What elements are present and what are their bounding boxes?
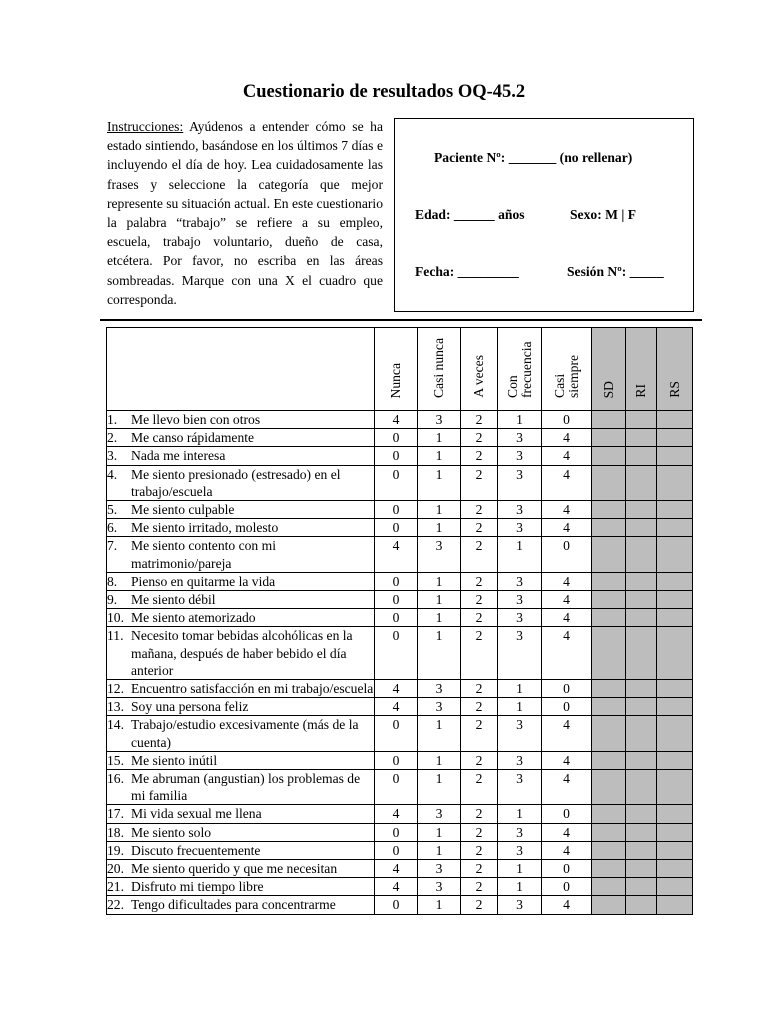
item-number: 12. [107, 681, 124, 697]
table-row [107, 429, 693, 447]
response-cell[interactable]: 0 [375, 572, 418, 590]
response-cell[interactable]: 2 [461, 823, 498, 841]
column-header-6 [592, 328, 626, 411]
response-cell[interactable]: 0 [542, 537, 592, 572]
response-cell[interactable]: 2 [461, 841, 498, 859]
column-header-label: Casi siempre [551, 354, 581, 398]
response-cell[interactable]: 2 [461, 896, 498, 914]
response-cell[interactable]: 3 [498, 627, 542, 680]
item-number: 11. [107, 628, 124, 644]
table-row [107, 878, 693, 896]
shaded-rs-cell [657, 501, 693, 519]
table-row [107, 537, 693, 572]
item-cell [107, 896, 375, 914]
table-row [107, 896, 693, 914]
response-cell[interactable]: 0 [375, 429, 418, 447]
shaded-ri-cell [626, 680, 657, 698]
table-row [107, 465, 693, 500]
shaded-rs-cell [657, 572, 693, 590]
response-cell[interactable]: 3 [498, 501, 542, 519]
item-number: 20. [107, 861, 124, 877]
item-text: Me siento contento con mi matrimonio/pareja [131, 538, 276, 571]
response-cell[interactable]: 0 [375, 465, 418, 500]
shaded-sd-cell [592, 751, 626, 769]
column-header-label: RI [633, 384, 648, 398]
item-text: Encuentro satisfacción en mi trabajo/escuela [131, 681, 374, 697]
item-cell [107, 751, 375, 769]
item-cell [107, 680, 375, 698]
item-number: 17. [107, 806, 124, 822]
response-cell[interactable]: 4 [542, 572, 592, 590]
item-text: Mi vida sexual me llena [131, 806, 262, 822]
table-row [107, 411, 693, 429]
item-text: Me siento irritado, molesto [131, 520, 279, 536]
table-row [107, 805, 693, 823]
column-header-label: SD [600, 380, 616, 398]
item-text: Me llevo bien con otros [131, 412, 261, 427]
table-row [107, 751, 693, 769]
response-cell[interactable]: 3 [498, 751, 542, 769]
item-cell [107, 572, 375, 590]
shaded-rs-cell [657, 878, 693, 896]
response-cell[interactable]: 2 [461, 770, 498, 805]
response-cell[interactable]: 3 [418, 537, 461, 572]
response-cell[interactable]: 4 [375, 698, 418, 716]
response-cell[interactable]: 3 [498, 823, 542, 841]
sesion-field[interactable]: Sesión Nº: _____ [567, 264, 664, 279]
item-text: Necesito tomar bebidas alcohólicas en la mañana, después de haber bebido el día anterior [131, 628, 353, 678]
column-header-4 [498, 328, 542, 411]
table-row [107, 860, 693, 878]
table-row [107, 572, 693, 590]
response-cell[interactable]: 3 [498, 519, 542, 537]
column-header-2 [418, 328, 461, 411]
response-cell[interactable]: 4 [542, 751, 592, 769]
table-row [107, 841, 693, 859]
response-cell[interactable]: 4 [375, 860, 418, 878]
shaded-rs-cell [657, 860, 693, 878]
item-cell [107, 501, 375, 519]
shaded-rs-cell [657, 591, 693, 609]
shaded-sd-cell [592, 537, 626, 572]
item-number: 10. [107, 610, 124, 626]
response-cell[interactable]: 4 [542, 823, 592, 841]
response-cell[interactable]: 1 [418, 519, 461, 537]
shaded-ri-cell [626, 841, 657, 859]
shaded-ri-cell [626, 465, 657, 500]
column-header-5 [542, 328, 592, 411]
response-cell[interactable]: 3 [498, 841, 542, 859]
response-cell[interactable]: 3 [418, 680, 461, 698]
response-cell[interactable]: 1 [418, 501, 461, 519]
shaded-rs-cell [657, 537, 693, 572]
shaded-sd-cell [592, 716, 626, 751]
shaded-ri-cell [626, 411, 657, 429]
table-row [107, 716, 693, 751]
shaded-rs-cell [657, 751, 693, 769]
response-cell[interactable]: 2 [461, 627, 498, 680]
response-cell[interactable]: 4 [542, 896, 592, 914]
shaded-sd-cell [592, 591, 626, 609]
response-cell[interactable]: 1 [498, 680, 542, 698]
item-cell [107, 609, 375, 627]
shaded-ri-cell [626, 698, 657, 716]
response-cell[interactable]: 0 [375, 770, 418, 805]
response-cell[interactable]: 3 [418, 805, 461, 823]
item-number: 4. [107, 466, 118, 482]
shaded-rs-cell [657, 429, 693, 447]
response-cell[interactable]: 3 [498, 716, 542, 751]
item-number: 1. [107, 412, 118, 427]
item-text: Me siento solo [131, 824, 212, 840]
sexo-field[interactable]: Sexo: M | F [570, 207, 637, 222]
response-cell[interactable]: 1 [418, 716, 461, 751]
response-cell[interactable]: 1 [418, 609, 461, 627]
shaded-sd-cell [592, 841, 626, 859]
item-text: Soy una persona feliz [131, 699, 249, 715]
response-cell[interactable]: 3 [498, 770, 542, 805]
item-cell [107, 770, 375, 805]
item-text: Me siento atemorizado [131, 610, 256, 626]
response-cell[interactable]: 3 [418, 698, 461, 716]
shaded-ri-cell [626, 896, 657, 914]
response-cell[interactable]: 1 [418, 447, 461, 465]
response-cell[interactable]: 0 [542, 411, 592, 429]
response-cell[interactable]: 0 [375, 519, 418, 537]
shaded-ri-cell [626, 770, 657, 805]
response-cell[interactable]: 2 [461, 805, 498, 823]
response-cell[interactable]: 0 [542, 698, 592, 716]
response-cell[interactable]: 0 [542, 878, 592, 896]
shaded-sd-cell [592, 519, 626, 537]
response-cell[interactable]: 0 [375, 823, 418, 841]
item-number: 3. [107, 448, 118, 464]
column-header-1 [375, 328, 418, 411]
paciente-field[interactable]: Paciente Nº: _______ (no rellenar) [434, 150, 633, 165]
response-cell[interactable]: 2 [461, 447, 498, 465]
column-header-label: RS [666, 381, 682, 398]
response-cell[interactable]: 2 [461, 429, 498, 447]
response-cell[interactable]: 1 [418, 751, 461, 769]
item-cell [107, 805, 375, 823]
table-row [107, 591, 693, 609]
response-cell[interactable]: 2 [461, 716, 498, 751]
table-row [107, 627, 693, 680]
item-number: 8. [107, 573, 118, 589]
instructions-text: Ayúdenos a entender cómo se ha estado sintiendo, basándose en los últimos 7 días e incluyendo el día de hoy. Lea cuidadosamente las frases y seleccione la categoría que mejor represente su situación actual. En este cuestionario la palabra “trabajo” se refiere a su empleo, escuela, trabajo voluntario, dueño de casa, etcétera. Por favor, no escriba en las áreas sombreadas. Marque con una X el cuadro que corresponda. [107, 119, 383, 307]
questionnaire-table [106, 327, 693, 915]
shaded-ri-cell [626, 537, 657, 572]
response-cell[interactable]: 4 [542, 609, 592, 627]
shaded-sd-cell [592, 447, 626, 465]
shaded-rs-cell [657, 841, 693, 859]
shaded-ri-cell [626, 501, 657, 519]
response-cell[interactable]: 1 [418, 841, 461, 859]
table-header-row [107, 328, 693, 411]
patient-info-box [394, 118, 694, 312]
shaded-sd-cell [592, 878, 626, 896]
column-header-label: A veces [471, 355, 486, 398]
item-number: 19. [107, 842, 124, 858]
item-number: 6. [107, 520, 118, 536]
response-cell[interactable]: 3 [498, 447, 542, 465]
response-cell[interactable]: 2 [461, 698, 498, 716]
response-cell[interactable]: 3 [418, 411, 461, 429]
item-number: 9. [107, 592, 118, 608]
response-cell[interactable]: 4 [375, 680, 418, 698]
response-cell[interactable]: 1 [418, 896, 461, 914]
response-cell[interactable]: 3 [418, 860, 461, 878]
response-cell[interactable]: 1 [418, 591, 461, 609]
response-cell[interactable]: 1 [418, 572, 461, 590]
shaded-ri-cell [626, 429, 657, 447]
response-cell[interactable]: 1 [418, 627, 461, 680]
item-text: Me siento culpable [131, 502, 235, 518]
response-cell[interactable]: 1 [418, 770, 461, 805]
response-cell[interactable]: 2 [461, 519, 498, 537]
item-text: Me siento inútil [131, 752, 218, 768]
response-cell[interactable]: 1 [498, 537, 542, 572]
item-text: Disfruto mi tiempo libre [131, 879, 264, 895]
table-row [107, 823, 693, 841]
item-cell [107, 627, 375, 680]
shaded-rs-cell [657, 411, 693, 429]
shaded-sd-cell [592, 572, 626, 590]
response-cell[interactable]: 2 [461, 591, 498, 609]
shaded-sd-cell [592, 805, 626, 823]
response-cell[interactable]: 0 [375, 501, 418, 519]
response-cell[interactable]: 1 [418, 465, 461, 500]
item-cell [107, 519, 375, 537]
response-cell[interactable]: 0 [375, 716, 418, 751]
response-cell[interactable]: 0 [375, 609, 418, 627]
shaded-sd-cell [592, 609, 626, 627]
response-cell[interactable]: 1 [498, 805, 542, 823]
response-cell[interactable]: 3 [498, 896, 542, 914]
item-number: 21. [107, 879, 124, 895]
shaded-ri-cell [626, 609, 657, 627]
shaded-rs-cell [657, 680, 693, 698]
item-number: 16. [107, 771, 124, 787]
item-cell [107, 823, 375, 841]
shaded-rs-cell [657, 896, 693, 914]
section-divider [100, 319, 702, 321]
fecha-field[interactable]: Fecha: _________ [415, 264, 519, 279]
response-cell[interactable]: 4 [375, 805, 418, 823]
response-cell[interactable]: 2 [461, 751, 498, 769]
shaded-rs-cell [657, 465, 693, 500]
instructions-label: Instrucciones: [107, 119, 184, 134]
item-cell [107, 860, 375, 878]
response-cell[interactable]: 3 [418, 878, 461, 896]
response-cell[interactable]: 1 [498, 411, 542, 429]
item-number: 7. [107, 538, 118, 554]
response-cell[interactable]: 4 [375, 878, 418, 896]
item-text: Me siento débil [131, 592, 216, 608]
shaded-sd-cell [592, 896, 626, 914]
item-cell [107, 465, 375, 500]
response-cell[interactable]: 1 [418, 823, 461, 841]
shaded-ri-cell [626, 627, 657, 680]
shaded-sd-cell [592, 770, 626, 805]
shaded-ri-cell [626, 751, 657, 769]
response-cell[interactable]: 1 [498, 698, 542, 716]
item-number: 22. [107, 897, 124, 913]
shaded-rs-cell [657, 716, 693, 751]
item-cell [107, 698, 375, 716]
item-text: Nada me interesa [131, 448, 226, 464]
item-text: Me siento presionado (estresado) en el trabajo/escuela [131, 466, 341, 499]
response-cell[interactable]: 2 [461, 501, 498, 519]
shaded-rs-cell [657, 805, 693, 823]
shaded-sd-cell [592, 698, 626, 716]
item-cell [107, 841, 375, 859]
response-cell[interactable]: 3 [498, 429, 542, 447]
response-cell[interactable]: 0 [542, 805, 592, 823]
response-cell[interactable]: 2 [461, 465, 498, 500]
item-number: 13. [107, 699, 124, 715]
shaded-rs-cell [657, 698, 693, 716]
table-row [107, 680, 693, 698]
shaded-rs-cell [657, 447, 693, 465]
item-cell [107, 429, 375, 447]
shaded-rs-cell [657, 519, 693, 537]
shaded-sd-cell [592, 465, 626, 500]
response-cell[interactable]: 4 [542, 770, 592, 805]
column-header-3 [461, 328, 498, 411]
item-text: Trabajo/estudio excesivamente (más de la cuenta) [131, 717, 359, 750]
shaded-sd-cell [592, 501, 626, 519]
response-cell[interactable]: 2 [461, 572, 498, 590]
response-cell[interactable]: 0 [375, 627, 418, 680]
item-text: Me siento querido y que me necesitan [131, 861, 338, 877]
table-row [107, 501, 693, 519]
response-cell[interactable]: 2 [461, 411, 498, 429]
column-header-label: Con frecuencia [504, 341, 534, 398]
item-number: 15. [107, 752, 124, 768]
page-title: Cuestionario de resultados OQ-45.2 [242, 82, 526, 102]
item-text: Discuto frecuentemente [131, 842, 261, 858]
response-cell[interactable]: 4 [542, 519, 592, 537]
column-header-7 [626, 328, 657, 411]
response-cell[interactable]: 4 [375, 411, 418, 429]
response-cell[interactable]: 2 [461, 680, 498, 698]
response-cell[interactable]: 1 [498, 860, 542, 878]
response-cell[interactable]: 1 [498, 878, 542, 896]
response-cell[interactable]: 0 [375, 841, 418, 859]
shaded-sd-cell [592, 823, 626, 841]
response-cell[interactable]: 4 [542, 591, 592, 609]
table-row [107, 609, 693, 627]
response-cell[interactable]: 4 [542, 841, 592, 859]
shaded-sd-cell [592, 680, 626, 698]
shaded-ri-cell [626, 823, 657, 841]
shaded-ri-cell [626, 572, 657, 590]
column-header-label: Nunca [388, 362, 403, 398]
response-cell[interactable]: 2 [461, 878, 498, 896]
response-cell[interactable]: 0 [542, 680, 592, 698]
item-number: 2. [107, 430, 118, 446]
response-cell[interactable]: 4 [542, 465, 592, 500]
item-text: Me canso rápidamente [131, 430, 255, 446]
item-number: 18. [107, 824, 124, 840]
response-cell[interactable]: 3 [498, 609, 542, 627]
table-row [107, 519, 693, 537]
response-cell[interactable]: 2 [461, 609, 498, 627]
edad-field[interactable]: Edad: ______ años [415, 207, 525, 222]
item-text: Me abruman (angustian) los problemas de mi familia [131, 771, 361, 804]
response-cell[interactable]: 4 [375, 537, 418, 572]
shaded-ri-cell [626, 878, 657, 896]
response-cell[interactable]: 0 [375, 447, 418, 465]
shaded-sd-cell [592, 429, 626, 447]
response-cell[interactable]: 2 [461, 537, 498, 572]
response-cell[interactable]: 0 [542, 860, 592, 878]
response-cell[interactable]: 3 [498, 591, 542, 609]
item-number: 5. [107, 502, 118, 518]
response-cell[interactable]: 2 [461, 860, 498, 878]
shaded-sd-cell [592, 627, 626, 680]
response-cell[interactable]: 3 [498, 465, 542, 500]
column-header-label: Casi nunca [431, 337, 446, 398]
response-cell[interactable]: 4 [542, 716, 592, 751]
shaded-rs-cell [657, 609, 693, 627]
item-text: Pienso en quitarme la vida [131, 573, 276, 589]
table-row [107, 698, 693, 716]
item-cell [107, 411, 375, 429]
item-cell [107, 537, 375, 572]
shaded-ri-cell [626, 716, 657, 751]
instructions-paragraph [107, 117, 383, 309]
response-cell[interactable]: 4 [542, 501, 592, 519]
response-cell[interactable]: 4 [542, 627, 592, 680]
shaded-ri-cell [626, 805, 657, 823]
item-cell [107, 447, 375, 465]
response-cell[interactable]: 0 [375, 591, 418, 609]
shaded-ri-cell [626, 447, 657, 465]
response-cell[interactable]: 0 [375, 751, 418, 769]
shaded-rs-cell [657, 627, 693, 680]
shaded-rs-cell [657, 770, 693, 805]
response-cell[interactable]: 4 [542, 447, 592, 465]
item-number: 14. [107, 717, 124, 733]
response-cell[interactable]: 3 [498, 572, 542, 590]
response-cell[interactable]: 0 [375, 896, 418, 914]
item-cell [107, 878, 375, 896]
column-header-8 [657, 328, 693, 411]
header-item-blank [107, 328, 375, 411]
item-text: Tengo dificultades para concentrarme [131, 897, 336, 913]
item-cell [107, 591, 375, 609]
response-cell[interactable]: 1 [418, 429, 461, 447]
item-cell [107, 716, 375, 751]
shaded-ri-cell [626, 519, 657, 537]
shaded-sd-cell [592, 860, 626, 878]
table-row [107, 447, 693, 465]
table-row [107, 770, 693, 805]
response-cell[interactable]: 4 [542, 429, 592, 447]
shaded-ri-cell [626, 591, 657, 609]
shaded-sd-cell [592, 411, 626, 429]
shaded-ri-cell [626, 860, 657, 878]
shaded-rs-cell [657, 823, 693, 841]
